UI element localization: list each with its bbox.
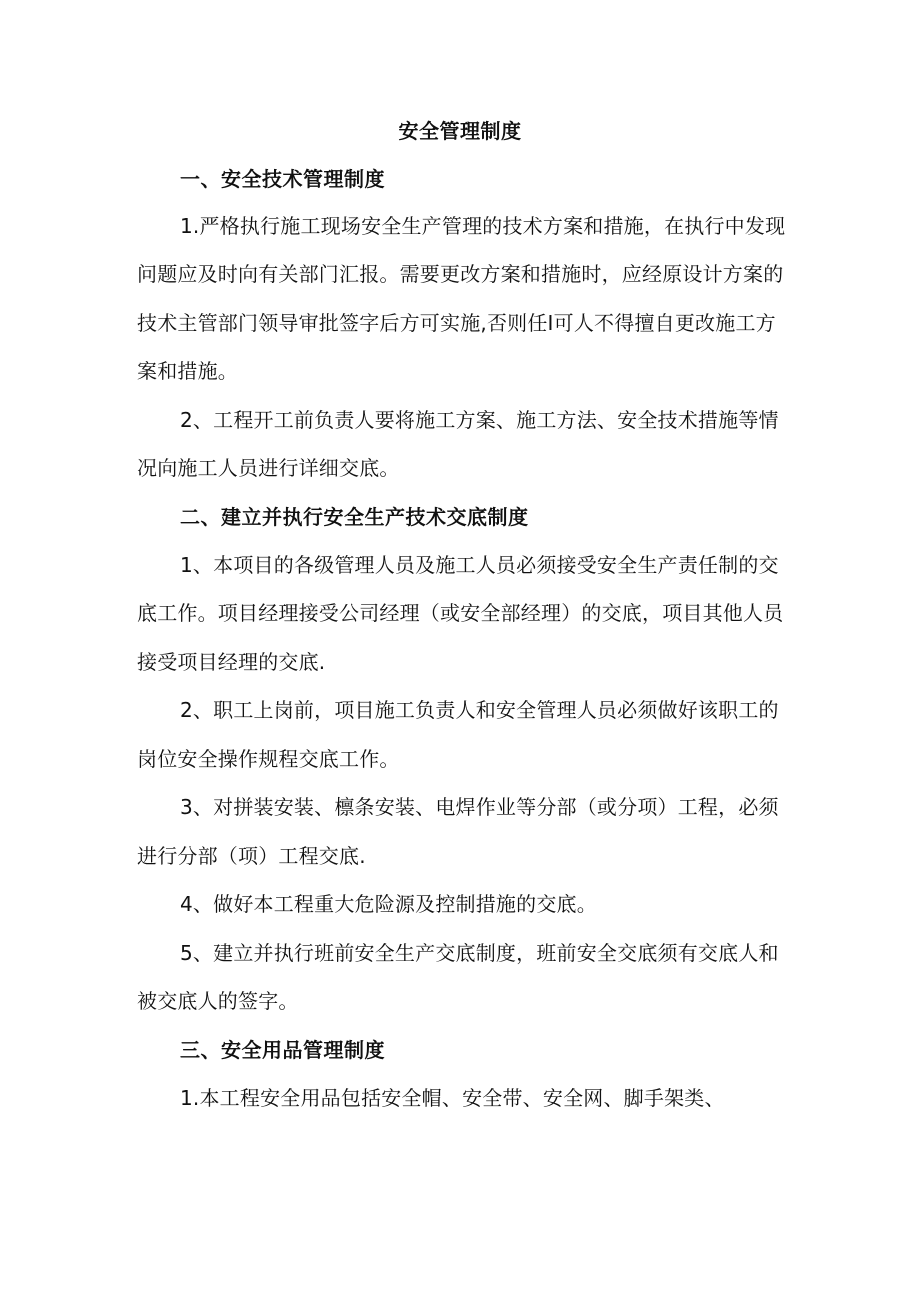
paragraph-line: 3、对拼装安装、檩条安装、电焊作业等分部（或分项）工程，必须 bbox=[180, 795, 779, 819]
section-heading-safety-technical: 一、安全技术管理制度 bbox=[180, 167, 385, 191]
document-title: 安全管理制度 bbox=[398, 119, 522, 143]
section-heading-safety-briefing: 二、建立并执行安全生产技术交底制度 bbox=[180, 505, 529, 529]
paragraph-line: 1、本项目的各级管理人员及施工人员必须接受安全生产责任制的交 bbox=[180, 553, 779, 577]
paragraph-line: 技术主管部门领导审批签字后方可实施,否则任I可人不得擅自更改施工方 bbox=[137, 311, 776, 335]
paragraph-line: 被交底人的签字。 bbox=[137, 989, 299, 1013]
paragraph-line: 1.严格执行施工现场安全生产管理的技术方案和措施，在执行中发现 bbox=[180, 214, 786, 238]
paragraph-line: 案和措施。 bbox=[137, 359, 238, 383]
paragraph-line: 5、建立并执行班前安全生产交底制度，班前安全交底须有交底人和 bbox=[180, 941, 779, 965]
paragraph-line: 4、做好本工程重大危险源及控制措施的交底。 bbox=[180, 892, 597, 916]
paragraph-line: 2、工程开工前负责人要将施工方案、施工方法、安全技术措施等情 bbox=[180, 408, 779, 432]
paragraph-line: 问题应及时向有关部门汇报。需要更改方案和措施时，应经原设计方案的 bbox=[137, 262, 784, 286]
paragraph-line: 1.本工程安全用品包括安全帽、安全带、安全网、脚手架类、 bbox=[180, 1086, 725, 1110]
paragraph-line: 2、职工上岗前，项目施工负责人和安全管理人员必须做好该职工的 bbox=[180, 698, 779, 722]
paragraph-line: 底工作。项目经理接受公司经理（或安全部经理）的交底，项目其他人员 bbox=[137, 601, 784, 625]
section-heading-safety-supplies: 三、安全用品管理制度 bbox=[180, 1038, 385, 1062]
paragraph-line: 况向施工人员进行详细交底。 bbox=[137, 456, 400, 480]
paragraph-line: 进行分部（项）工程交底. bbox=[137, 844, 366, 868]
paragraph-line: 岗位安全操作规程交底工作。 bbox=[137, 747, 400, 771]
paragraph-line: 接受项目经理的交底. bbox=[137, 650, 326, 674]
